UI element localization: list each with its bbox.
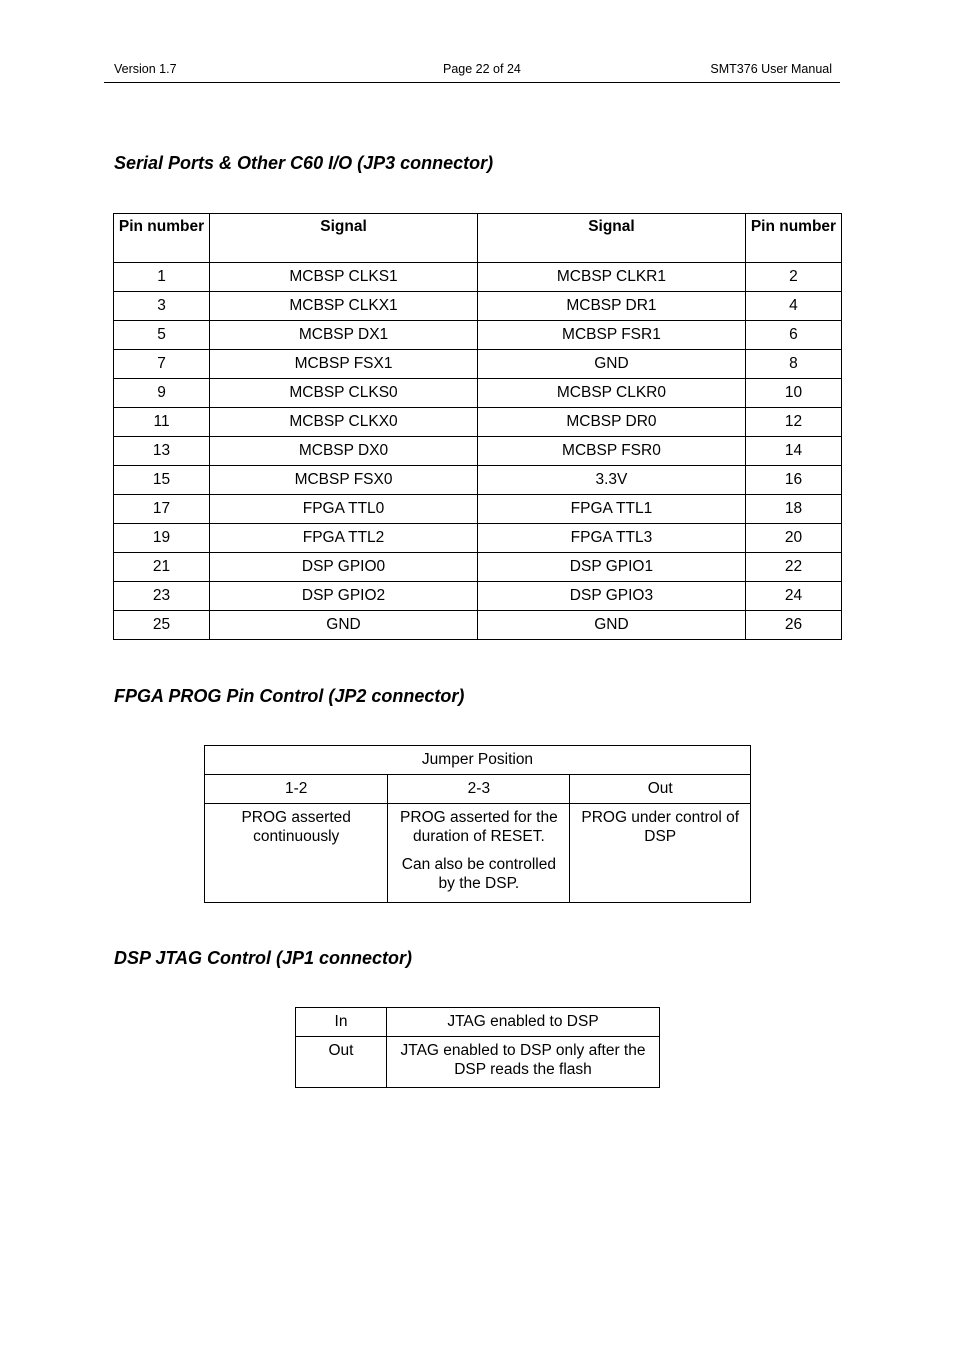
table-cell: 11 [114, 408, 210, 437]
column-header: 1-2 [205, 775, 388, 804]
table-header-row [114, 214, 842, 263]
table-cell: 16 [745, 466, 841, 495]
table-cell: 20 [745, 524, 841, 553]
table-row [296, 1008, 660, 1037]
table-cell: 26 [745, 611, 841, 640]
header-page-number: Page 22 of 24 [443, 62, 521, 76]
table-cell: 1 [114, 263, 210, 292]
header-manual-title: SMT376 User Manual [710, 62, 832, 76]
table-cell: MCBSP CLKS0 [210, 379, 478, 408]
table-row [114, 263, 842, 292]
table-cell: 14 [745, 437, 841, 466]
table-cell: MCBSP FSR0 [477, 437, 745, 466]
serial-ports-body [114, 263, 842, 640]
table-header-row [205, 746, 751, 775]
table-header-row [205, 775, 751, 804]
table-row [114, 466, 842, 495]
column-header: Pin number [745, 214, 841, 263]
table-cell: DSP GPIO3 [477, 582, 745, 611]
cell-text: PROG under control of DSP [581, 809, 740, 845]
dsp-jtag-table [295, 1007, 660, 1088]
dsp-jtag-title: DSP JTAG Control (JP1 connector) [114, 948, 413, 968]
table-row [114, 292, 842, 321]
table-cell: 19 [114, 524, 210, 553]
table-cell: MCBSP CLKR0 [477, 379, 745, 408]
table-cell: 13 [114, 437, 210, 466]
column-header: Signal [477, 214, 745, 263]
table-cell: 12 [745, 408, 841, 437]
table-cell: FPGA TTL0 [210, 495, 478, 524]
page-header [104, 60, 840, 83]
fpga-prog-table [204, 745, 751, 903]
table-cell: In [296, 1008, 387, 1037]
table-cell: 8 [745, 350, 841, 379]
table-cell: 23 [114, 582, 210, 611]
table-cell: JTAG enabled to DSP only after the DSP reads the flash [387, 1037, 660, 1088]
table-cell: MCBSP CLKR1 [477, 263, 745, 292]
table-cell: 6 [745, 321, 841, 350]
table-cell: FPGA TTL3 [477, 524, 745, 553]
column-header: Pin number [114, 214, 210, 263]
table-cell: 17 [114, 495, 210, 524]
serial-ports-title: Serial Ports & Other C60 I/O (JP3 connector) [114, 153, 494, 173]
table-cell: DSP GPIO1 [477, 553, 745, 582]
column-header: 2-3 [388, 775, 570, 804]
table-cell: Out [296, 1037, 387, 1088]
table-cell [205, 804, 388, 903]
table-cell: 7 [114, 350, 210, 379]
table-cell: 24 [745, 582, 841, 611]
table-row [114, 408, 842, 437]
table-cell: 5 [114, 321, 210, 350]
table-cell: MCBSP DR1 [477, 292, 745, 321]
fpga-prog-title: FPGA PROG Pin Control (JP2 connector) [114, 686, 465, 706]
table-cell: MCBSP FSR1 [477, 321, 745, 350]
table-cell: 18 [745, 495, 841, 524]
table-cell: 2 [745, 263, 841, 292]
table-cell: GND [210, 611, 478, 640]
table-cell: JTAG enabled to DSP [387, 1008, 660, 1037]
serial-ports-table [113, 213, 842, 640]
table-cell: 21 [114, 553, 210, 582]
column-header: Out [570, 775, 751, 804]
cell-text: Can also be controlled by the DSP. [401, 856, 556, 892]
table-row [296, 1037, 660, 1088]
table-row [114, 582, 842, 611]
table-cell: MCBSP DX1 [210, 321, 478, 350]
table-row [114, 321, 842, 350]
table-cell: MCBSP DR0 [477, 408, 745, 437]
table-cell: MCBSP CLKX0 [210, 408, 478, 437]
table-cell: GND [477, 350, 745, 379]
table-row [205, 804, 751, 903]
cell-text: PROG asserted continuously [241, 809, 351, 845]
cell-text: PROG asserted for the duration of RESET. [400, 809, 558, 845]
table-row [114, 611, 842, 640]
table-cell: MCBSP CLKX1 [210, 292, 478, 321]
table-cell: MCBSP DX0 [210, 437, 478, 466]
table-cell: 10 [745, 379, 841, 408]
table-cell: GND [477, 611, 745, 640]
table-cell [570, 804, 751, 903]
table-row [114, 524, 842, 553]
table-row [114, 553, 842, 582]
table-cell: 4 [745, 292, 841, 321]
table-cell: DSP GPIO2 [210, 582, 478, 611]
table-row [114, 379, 842, 408]
table-cell: 25 [114, 611, 210, 640]
table-cell: DSP GPIO0 [210, 553, 478, 582]
column-header: Signal [210, 214, 478, 263]
table-cell: 9 [114, 379, 210, 408]
header-version: Version 1.7 [114, 62, 177, 76]
table-row [114, 350, 842, 379]
table-cell [388, 804, 570, 903]
table-row [114, 437, 842, 466]
table-cell: MCBSP FSX1 [210, 350, 478, 379]
table-row [114, 495, 842, 524]
table-cell: 15 [114, 466, 210, 495]
table-cell: 3 [114, 292, 210, 321]
table-cell: MCBSP FSX0 [210, 466, 478, 495]
table-cell: MCBSP CLKS1 [210, 263, 478, 292]
jumper-position-header: Jumper Position [205, 746, 751, 775]
table-cell: 3.3V [477, 466, 745, 495]
table-cell: FPGA TTL1 [477, 495, 745, 524]
table-cell: 22 [745, 553, 841, 582]
table-cell: FPGA TTL2 [210, 524, 478, 553]
